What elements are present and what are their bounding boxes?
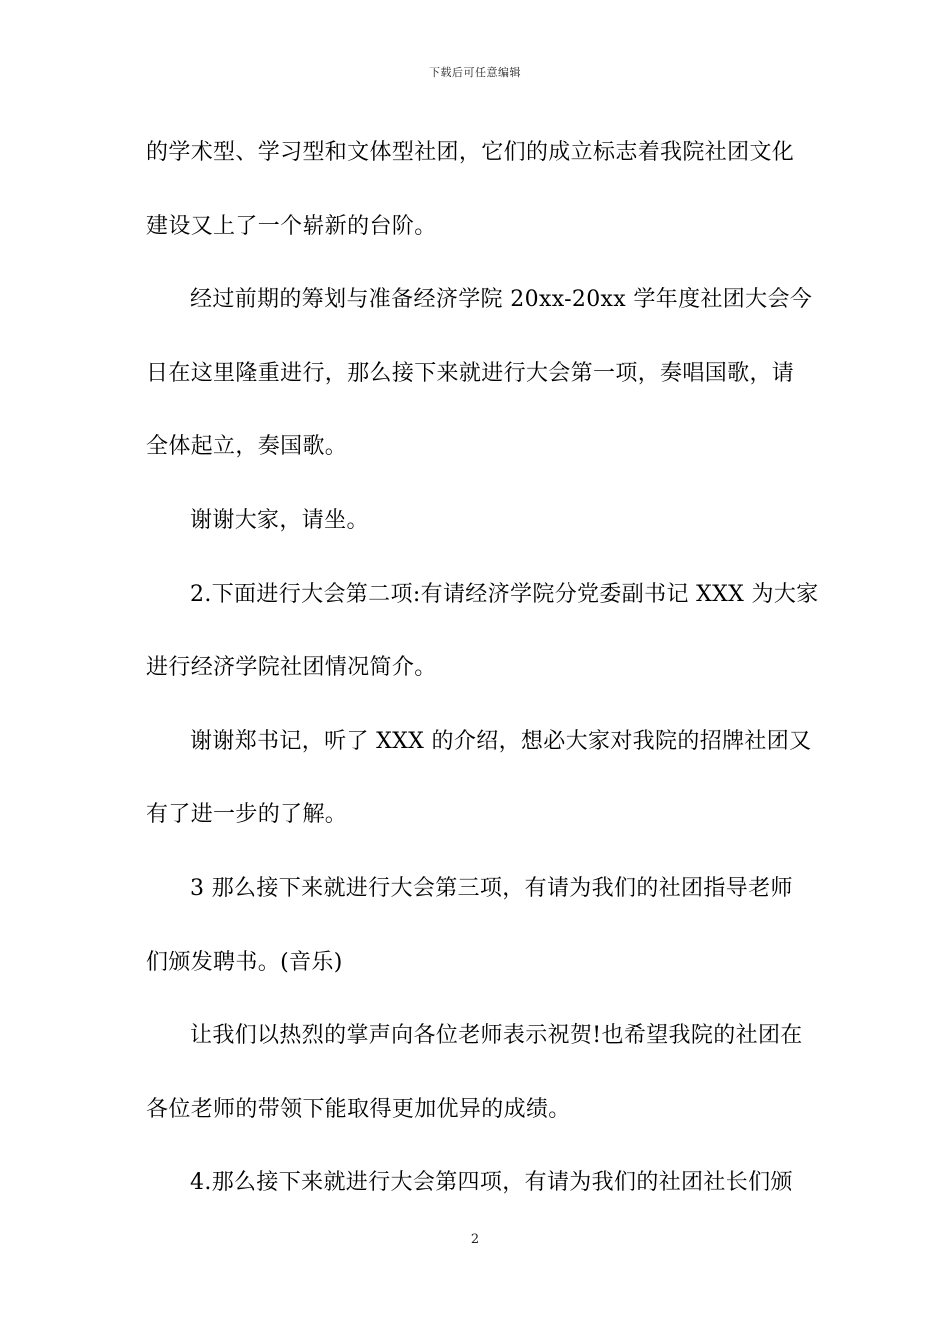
page-number: 2 xyxy=(470,1232,480,1247)
text-line: 让我们以热烈的掌声向各位老师表示祝贺!也希望我院的社团在 xyxy=(190,1023,803,1049)
page-header: 下载后可任意编辑 xyxy=(429,66,521,79)
text-line: 经过前期的筹划与准备经济学院 20xx-20xx 学年度社团大会今 xyxy=(190,287,813,313)
text-line: 4.那么接下来就进行大会第四项，有请为我们的社团社长们颁 xyxy=(190,1170,793,1196)
text-line: 进行经济学院社团情况简介。 xyxy=(146,655,437,681)
text-line: 各位老师的带领下能取得更加优异的成绩。 xyxy=(146,1096,571,1122)
document-body xyxy=(146,127,819,1231)
text-line: 谢谢郑书记，听了 XXX 的介绍，想必大家对我院的招牌社团又 xyxy=(190,728,812,754)
text-line: 们颁发聘书。(音乐) xyxy=(146,949,343,975)
text-line: 建设又上了一个崭新的台阶。 xyxy=(146,213,437,239)
text-line: 全体起立，奏国歌。 xyxy=(146,434,348,460)
text-line: 有了进一步的了解。 xyxy=(146,802,348,828)
text-line: 3 那么接下来就进行大会第三项，有请为我们的社团指导老师 xyxy=(190,875,793,901)
text-line: 的学术型、学习型和文体型社团，它们的成立标志着我院社团文化 xyxy=(146,140,795,165)
text-line: 谢谢大家，请坐。 xyxy=(190,507,369,533)
text-line: 2.下面进行大会第二项:有请经济学院分党委副书记 XXX 为大家 xyxy=(190,581,819,607)
text-line: 日在这里隆重进行，那么接下来就进行大会第一项，奏唱国歌，请 xyxy=(146,360,795,386)
